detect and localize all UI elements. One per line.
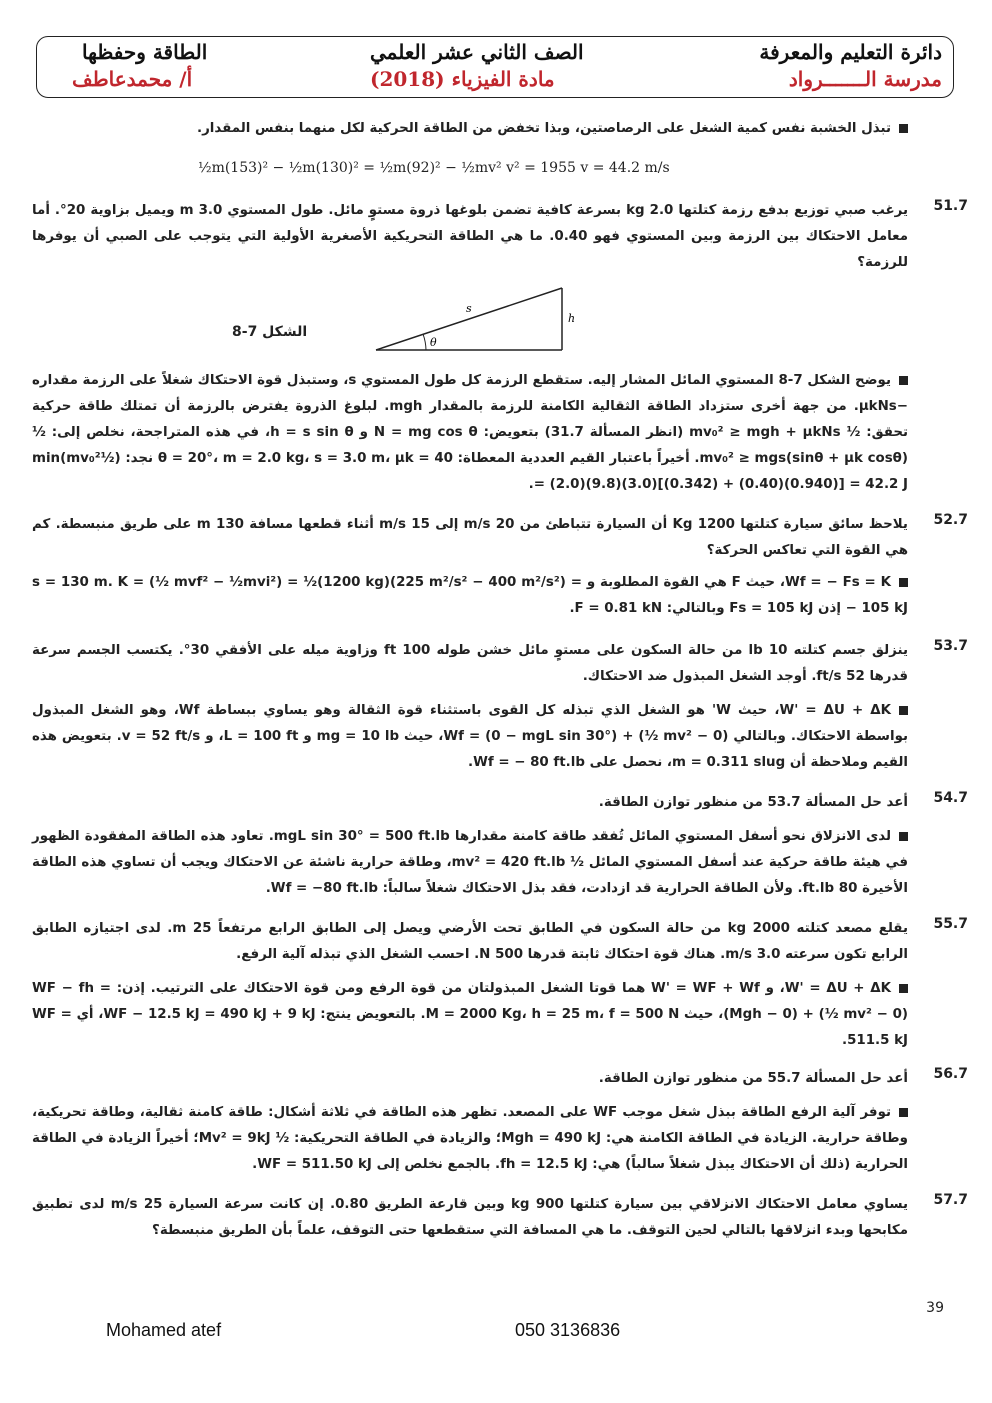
grade-title: الصف الثاني عشر العلمي	[370, 40, 584, 64]
bullet-icon	[899, 376, 908, 385]
question-number: 55.7	[933, 916, 968, 932]
figure-7-8	[368, 284, 588, 356]
answer-text: توفر آلية الرفع الطاقة ببذل شغل موجب WF على المصعد. تظهر هذه الطاقة في ثلاثة أشكال: طاقة كامنة ثقالية، وطاقة تحريكية، وطاقة حرارية. الزيادة في الطاقة الكامنة هي: Mgh = 490 kJ؛ والزيادة في الطاقة التحريكية: ½ Mv² = 9kJ؛ أخيراً الزيادة في الطاقة الحرارية (ذلك أن الاحتكاك يبذل شغلاً سالباً) هي: fh = 12.5 kJ. بالجمع نخلص إلى WF = 511.50 kJ.	[32, 1105, 908, 1172]
answer-text: تبذل الخشبة نفس كمية الشغل على الرصاصتين، وبذا تخفض من الطاقة الحركية لكل منهما بنفس المقدار.	[197, 121, 891, 136]
bullet-icon	[899, 984, 908, 993]
answer-text: W' = ΔU + ΔK، و W' = WF + Wf هما قوتا الشغل المبذولتان من قوة الرفع ومن قوة الاحتكاك على الترتيب. إذن: WF − fh = (Mgh − 0) + (½ mv² − 0)، حيث M = 2000 Kg، h = 25 m، f = 500 N. بالتعويض ينتج: WF − 12.5 kJ = 490 kJ + 9 kJ، أي WF = 511.5 kJ.	[32, 981, 909, 1048]
question-text: ينزلق جسم كتلته 10 lb من حالة السكون على مستوٍ مائل خشن طوله 100 ft وزاوية ميله على الأفقي 30°. يكتسب الجسم سرعة قدرها 52 ft/s. أوجد الشغل المبذول ضد الاحتكاك.	[32, 643, 908, 684]
answer-text: W' = ΔU + ΔK، حيث W' هو الشغل الذي تبذله كل القوى باستثناء قوة الثقالة وهو يساوي ببساطة Wf، وهو الشغل المبذول بواسطة الاحتكاك. وبالتالي Wf = (0 − mgL sin 30°) + (½ mv² − 0)، حيث mg = 10 lb و L = 100 ft، و v = 52 ft/s. بتعويض هذه القيم وملاحظة أن m = 0.311 slug، نحصل على Wf = − 80 ft.lb.	[32, 703, 908, 770]
question-text: يساوي معامل الاحتكاك الانزلاقي بين سيارة كتلتها 900 kg وبين قارعة الطريق 0.80. إن كانت سرعة السيارة 25 m/s لدى تطبيق مكابحها وبدء انزلاقها بالتالي لحين التوقف. ما هي المسافة التي ستقطعها حتى التوقف، علماً بأن الطريق منبسطة؟	[32, 1197, 908, 1238]
question-number: 52.7	[933, 512, 968, 528]
topic-title: الطاقة وحفظها	[82, 40, 208, 64]
question-text: أعد حل المسألة 55.7 من منظور توازن الطاقة.	[598, 1071, 908, 1086]
bullet-icon	[899, 124, 908, 133]
incline-diagram	[368, 284, 588, 356]
question-number: 57.7	[933, 1192, 968, 1208]
label-theta: θ	[430, 336, 437, 349]
school-name: مدرسة الـــــــرواد	[788, 67, 942, 91]
question-text: يرغب صبي توزيع بدفع رزمة كتلتها 2.0 kg بسرعة كافية تضمن بلوغها ذروة مستوٍ مائل. طول المستوي 3.0 m ويميل بزاوية 20°. أما معامل الاحتكاك بين الرزمة وبين المستوي فهو 0.40. ما هي الطاقة التحريكية الأصغرية الأولية التي يتوجب على الصبي أن يوفرها للرزمة؟	[32, 203, 909, 270]
bullet-icon	[899, 706, 908, 715]
question-text: يقلع مصعد كتلته 2000 kg من حالة السكون في الطابق تحت الأرضي ويصل إلى الطابق الرابع مرتفعاً 25 m. لدى اجتيازه الطابق الرابع تكون سرعته 3.0 m/s. هناك قوة احتكاك ثابتة قدرها 500 N. احسب الشغل الذي تبذله آلية الرفع.	[32, 921, 908, 962]
figure-caption: الشكل 7-8	[232, 324, 308, 340]
label-h: h	[568, 312, 576, 325]
question-text: أعد حل المسألة 53.7 من منظور توازن الطاقة.	[598, 795, 908, 810]
bullet-icon	[899, 832, 908, 841]
teacher-name: أ/ محمدعاطف	[72, 67, 193, 91]
subject-title: مادة الفيزياء (2018)	[370, 67, 555, 91]
footer-phone: 050 3136836	[515, 1320, 621, 1340]
school-dept: دائرة التعليم والمعرفة	[759, 40, 942, 64]
answer-text: Wf = − Fs = K، حيث F هي القوة المطلوبة و s = 130 m. K = (½ mvf² − ½mvi²) = ½(1200 kg)(225 m²/s² − 400 m²/s²) = − 105 kJ إذن Fs = 105 kJ وبالتالي: F = 0.81 kN.	[32, 575, 908, 616]
label-s: s	[466, 302, 472, 315]
question-number: 51.7	[933, 198, 968, 214]
bullet-icon	[899, 1108, 908, 1117]
page-number: 39	[926, 1300, 944, 1316]
question-text: يلاحظ سائق سيارة كتلتها 1200 Kg أن السيارة تتباطئ من 20 m/s إلى 15 m/s أثناء قطعها مسافة 130 m على طريق منبسطة. كم هي القوة التي تعاكس الحركة؟	[32, 517, 908, 558]
question-number: 56.7	[933, 1066, 968, 1082]
bullet-icon	[899, 578, 908, 587]
footer-author: Mohamed atef	[106, 1320, 222, 1340]
answer-text: يوضح الشكل 7-8 المستوي المائل المشار إليه. ستقطع الرزمة كل طول المستوي s، وستبذل قوة الاحتكاك شغلاً على الرزمة مقداره −μkNs. من جهة أخرى ستزداد الطاقة الثقالية الكامنة للرزمة بالمقدار mgh. لبلوغ الذروة يفترض بالرزمة أن تمتلك طاقة حركية تحقق: ½ mv₀² ≥ mgh + μkNs (انظر المسألة 31.7) بتعويض: N = mg cos θ و h = s sin θ، في هذه المتراجحة، نخلص إلى: ½ mv₀² ≥ mgs(sinθ + μk cosθ). أخيراً باعتبار القيم العددية المعطاة: θ = 20°، m = 2.0 kg، s = 3.0 m، μk = 40 نجد: (½mv₀²)min = (2.0)(9.8)(3.0)[(0.342) + (0.40)(0.940)] = 42.2 J.	[32, 373, 909, 492]
answer-text: لدى الانزلاق نحو أسفل المستوي المائل تُفقد طاقة كامنة مقدارها mgL sin 30° = 500 ft.lb. تعاود هذه الطاقة المفقودة الظهور في هيئة طاقة حركية عند أسفل المستوي المائل ½ mv² = 420 ft.lb، وطاقة حرارية ناشئة عن الاحتكاك ويجب أن تساوي هذه الطاقة الأخيرة 80 ft.lb. ولأن الطاقة الحرارية قد ازدادت، فقد بذل الاحتكاك شغلاً سالباً: Wf = −80 ft.lb.	[32, 829, 908, 896]
equation-line: ½m(153)² − ½m(130)² = ½m(92)² − ½mv² v² = 1955 v = 44.2 m/s	[198, 160, 670, 176]
question-number: 53.7	[933, 638, 968, 654]
question-number: 54.7	[933, 790, 968, 806]
